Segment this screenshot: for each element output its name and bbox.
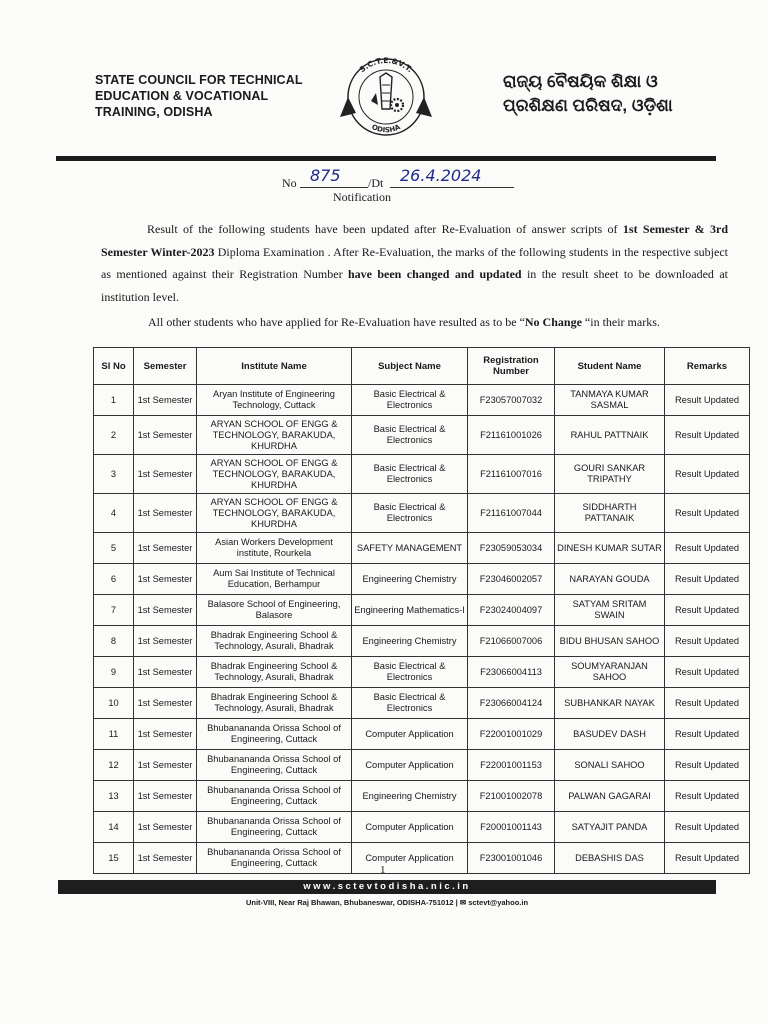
ref-no-underline: [300, 187, 368, 188]
no-change-paragraph: [148, 314, 738, 330]
org-name-english: [95, 72, 335, 120]
table-row: [94, 416, 750, 455]
table-cell: Result Updated: [665, 455, 750, 494]
table-row: [94, 812, 750, 843]
table-cell: 1st Semester: [134, 750, 197, 781]
footer-email: sctevt@yahoo.in: [468, 898, 529, 907]
table-cell: F22001001153: [468, 750, 555, 781]
table-cell: Engineering Chemistry: [352, 626, 468, 657]
table-row: [94, 750, 750, 781]
table-cell: 1st Semester: [134, 843, 197, 874]
table-cell: Result Updated: [665, 595, 750, 626]
table-cell: F23046002057: [468, 564, 555, 595]
table-cell: SIDDHARTH PATTANAIK: [555, 494, 665, 533]
table-cell: Aum Sai Institute of Technical Education, Berhampur: [197, 564, 352, 595]
table-cell: Result Updated: [665, 657, 750, 688]
table-cell: 1st Semester: [134, 564, 197, 595]
table-cell: Bhadrak Engineering School & Technology, Asurali, Bhadrak: [197, 688, 352, 719]
column-header: Student Name: [555, 348, 665, 385]
footer-website: www.sctevtodisha.nic.in: [58, 880, 716, 894]
emblem-bottom-text: ODISHA: [370, 123, 402, 135]
page-number: 1: [380, 864, 386, 876]
table-row: [94, 843, 750, 874]
table-cell: F21161007016: [468, 455, 555, 494]
table-cell: ARYAN SCHOOL OF ENGG & TECHNOLOGY, BARAKUDA, KHURDHA: [197, 455, 352, 494]
table-cell: F22001001029: [468, 719, 555, 750]
table-cell: 1st Semester: [134, 657, 197, 688]
sctevt-emblem-logo: [338, 55, 434, 137]
ref-date-underline: [390, 187, 514, 188]
table-cell: Result Updated: [665, 385, 750, 416]
ref-date-label: /Dt: [368, 176, 384, 190]
ref-date-value: 26.4.2024: [400, 166, 482, 185]
header-divider: [56, 156, 716, 161]
column-header: Registration Number: [468, 348, 555, 385]
table-cell: ARYAN SCHOOL OF ENGG & TECHNOLOGY, BARAKUDA, KHURDHA: [197, 416, 352, 455]
table-row: [94, 719, 750, 750]
table-cell: Computer Application: [352, 750, 468, 781]
org-name-odia: [503, 70, 723, 118]
table-cell: 1st Semester: [134, 626, 197, 657]
table-cell: Computer Application: [352, 843, 468, 874]
svg-text:S.C.T.E.&V.T.: [358, 56, 415, 74]
column-header: Remarks: [665, 348, 750, 385]
table-cell: Aryan Institute of Engineering Technology, Cuttack: [197, 385, 352, 416]
table-cell: TANMAYA KUMAR SASMAL: [555, 385, 665, 416]
table-cell: NARAYAN GOUDA: [555, 564, 665, 595]
para-bold: No Change: [524, 315, 582, 329]
table-cell: Engineering Mathematics-I: [352, 595, 468, 626]
table-cell: Basic Electrical & Electronics: [352, 657, 468, 688]
org-name-line: STATE COUNCIL FOR TECHNICAL: [95, 73, 303, 87]
table-cell: Basic Electrical & Electronics: [352, 385, 468, 416]
table-cell: SATYAJIT PANDA: [555, 812, 665, 843]
para-text: in the result sheet to be downloaded at institution level.: [101, 267, 728, 304]
table-cell: Basic Electrical & Electronics: [352, 688, 468, 719]
column-header: Semester: [134, 348, 197, 385]
emblem-top-text: S.C.T.E.&V.T.: [357, 55, 415, 75]
para-text: “in their marks.: [581, 315, 660, 329]
ref-no-value: 875: [310, 166, 341, 185]
table-cell: F21066007006: [468, 626, 555, 657]
notification-paragraph: [101, 218, 728, 308]
table-cell: Result Updated: [665, 781, 750, 812]
table-cell: BIDU BHUSAN SAHOO: [555, 626, 665, 657]
reference-line: [282, 166, 542, 194]
table-cell: Result Updated: [665, 626, 750, 657]
table-cell: Result Updated: [665, 533, 750, 564]
org-name-odia-line: ପ୍ରଶିକ୍ଷଣ ପରିଷଦ, ଓଡ଼ିଶା: [503, 96, 673, 115]
table-cell: ARYAN SCHOOL OF ENGG & TECHNOLOGY, BARAKUDA, KHURDHA: [197, 494, 352, 533]
para-bold: have been changed and updated: [347, 267, 522, 281]
table-cell: F21161001026: [468, 416, 555, 455]
table-row: [94, 564, 750, 595]
ref-no-label: No: [282, 176, 297, 190]
table-cell: Result Updated: [665, 843, 750, 874]
table-cell: 11: [94, 719, 134, 750]
table-cell: 1st Semester: [134, 533, 197, 564]
table-cell: 1st Semester: [134, 688, 197, 719]
table-cell: SOUMYARANJAN SAHOO: [555, 657, 665, 688]
table-row: [94, 595, 750, 626]
table-cell: 8: [94, 626, 134, 657]
table-cell: Result Updated: [665, 750, 750, 781]
para-text: Diploma Examination . After Re-Evaluation, the marks of the following students in the respective subject as mentioned against their Registration Number: [101, 244, 728, 281]
results-table: [93, 347, 750, 874]
table-cell: 1st Semester: [134, 455, 197, 494]
table-cell: F23066004124: [468, 688, 555, 719]
table-cell: Balasore School of Engineering, Balasore: [197, 595, 352, 626]
table-cell: Result Updated: [665, 416, 750, 455]
table-cell: 12: [94, 750, 134, 781]
table-cell: PALWAN GAGARAI: [555, 781, 665, 812]
org-name-odia-line: ରାଜ୍ୟ ବୈଷୟିକ ଶିକ୍ଷା ଓ: [503, 72, 658, 91]
table-row: [94, 688, 750, 719]
table-cell: Basic Electrical & Electronics: [352, 455, 468, 494]
table-cell: F23066004113: [468, 657, 555, 688]
table-cell: BASUDEV DASH: [555, 719, 665, 750]
table-cell: 9: [94, 657, 134, 688]
table-cell: Computer Application: [352, 812, 468, 843]
email-icon: ✉: [459, 898, 467, 907]
table-cell: 3: [94, 455, 134, 494]
table-cell: Engineering Chemistry: [352, 781, 468, 812]
table-cell: Bhubanananda Orissa School of Engineering, Cuttack: [197, 812, 352, 843]
column-header: Sl No: [94, 348, 134, 385]
table-cell: F20001001143: [468, 812, 555, 843]
table-row: [94, 781, 750, 812]
table-cell: SONALI SAHOO: [555, 750, 665, 781]
table-row: [94, 455, 750, 494]
table-cell: RAHUL PATTNAIK: [555, 416, 665, 455]
table-cell: Asian Workers Development institute, Rourkela: [197, 533, 352, 564]
table-row: [94, 533, 750, 564]
table-cell: 2: [94, 416, 134, 455]
table-cell: Result Updated: [665, 564, 750, 595]
table-header-row: [94, 348, 750, 385]
table-cell: F23059053034: [468, 533, 555, 564]
table-cell: 4: [94, 494, 134, 533]
table-cell: DEBASHIS DAS: [555, 843, 665, 874]
table-cell: 13: [94, 781, 134, 812]
table-row: [94, 657, 750, 688]
table-cell: Bhubanananda Orissa School of Engineering, Cuttack: [197, 719, 352, 750]
table-cell: 15: [94, 843, 134, 874]
table-cell: F23024004097: [468, 595, 555, 626]
table-cell: 1st Semester: [134, 781, 197, 812]
table-cell: Bhadrak Engineering School & Technology, Asurali, Bhadrak: [197, 657, 352, 688]
table-cell: Engineering Chemistry: [352, 564, 468, 595]
para-text: All other students who have applied for Re-Evaluation have resulted as to be “: [148, 315, 525, 329]
table-cell: Bhubanananda Orissa School of Engineering, Cuttack: [197, 781, 352, 812]
table-row: [94, 626, 750, 657]
table-cell: F23057007032: [468, 385, 555, 416]
table-row: [94, 385, 750, 416]
column-header: Institute Name: [197, 348, 352, 385]
table-row: [94, 494, 750, 533]
table-cell: DINESH KUMAR SUTAR: [555, 533, 665, 564]
table-cell: 1: [94, 385, 134, 416]
table-cell: Result Updated: [665, 494, 750, 533]
notification-title: Notification: [333, 190, 391, 204]
para-text: Result of the following students have been updated after Re-Evaluation of answer scripts of: [147, 222, 623, 236]
table-cell: 7: [94, 595, 134, 626]
table-cell: Basic Electrical & Electronics: [352, 494, 468, 533]
table-cell: F23001001046: [468, 843, 555, 874]
table-cell: Bhubanananda Orissa School of Engineering, Cuttack: [197, 843, 352, 874]
footer-address-line: [58, 898, 716, 907]
table-cell: Result Updated: [665, 719, 750, 750]
table-cell: 1st Semester: [134, 719, 197, 750]
org-name-line: TRAINING, ODISHA: [95, 105, 213, 119]
table-cell: 1st Semester: [134, 595, 197, 626]
table-cell: SAFETY MANAGEMENT: [352, 533, 468, 564]
table-cell: 1st Semester: [134, 812, 197, 843]
table-cell: SUBHANKAR NAYAK: [555, 688, 665, 719]
table-cell: 6: [94, 564, 134, 595]
table-cell: SATYAM SRITAM SWAIN: [555, 595, 665, 626]
table-cell: F21161007044: [468, 494, 555, 533]
table-cell: 5: [94, 533, 134, 564]
org-name-line: EDUCATION & VOCATIONAL: [95, 89, 269, 103]
table-cell: Bhadrak Engineering School & Technology, Asurali, Bhadrak: [197, 626, 352, 657]
table-cell: 1st Semester: [134, 416, 197, 455]
table-cell: Basic Electrical & Electronics: [352, 416, 468, 455]
table-cell: 14: [94, 812, 134, 843]
para-bold: 1st Semester & 3rd Semester Winter-2023: [101, 222, 728, 259]
footer-address: Unit-VIII, Near Raj Bhawan, Bhubaneswar, ODISHA-751012 |: [245, 898, 458, 907]
table-cell: Result Updated: [665, 812, 750, 843]
table-cell: 10: [94, 688, 134, 719]
table-cell: F21001002078: [468, 781, 555, 812]
table-cell: 1st Semester: [134, 385, 197, 416]
table-cell: Result Updated: [665, 688, 750, 719]
table-cell: Bhubanananda Orissa School of Engineering, Cuttack: [197, 750, 352, 781]
column-header: Subject Name: [352, 348, 468, 385]
table-cell: Computer Application: [352, 719, 468, 750]
table-cell: 1st Semester: [134, 494, 197, 533]
table-cell: GOURI SANKAR TRIPATHY: [555, 455, 665, 494]
